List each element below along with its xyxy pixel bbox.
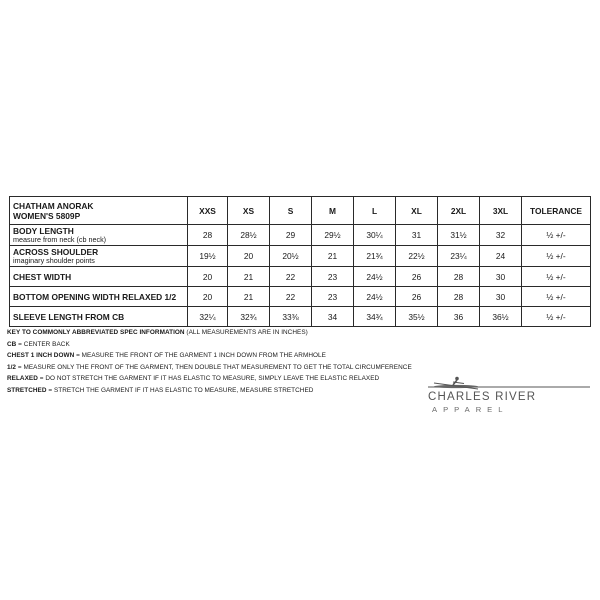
key-definition: = STRETCH THE GARMENT IF IT HAS ELASTIC TO MEASURE, MEASURE STRETCHED (46, 386, 314, 394)
table-cell: 22 (270, 267, 312, 287)
table-cell: 28½ (228, 225, 270, 246)
table-row (10, 307, 591, 327)
table-cell: 32¾ (228, 307, 270, 327)
table-cell: 24 (480, 246, 522, 267)
tolerance-header: TOLERANCE (522, 197, 591, 225)
table-cell: 28 (438, 267, 480, 287)
table-cell: 20 (228, 246, 270, 267)
size-header: XXS (188, 197, 228, 225)
size-header: XL (396, 197, 438, 225)
table-cell: 26 (396, 287, 438, 307)
measurement-name: CHEST WIDTH (10, 267, 188, 287)
table-cell: 35½ (396, 307, 438, 327)
measurement-name: BODY LENGTH (13, 226, 74, 236)
table-cell: 31 (396, 225, 438, 246)
table-cell: 21¾ (354, 246, 396, 267)
table-cell: 33⅜ (270, 307, 312, 327)
table-cell: 22½ (396, 246, 438, 267)
measurement-note: imaginary shoulder points (13, 256, 95, 265)
key-heading-note: (ALL MEASUREMENTS ARE IN INCHES) (184, 329, 308, 336)
key-term: 1/2 (7, 363, 17, 371)
table-header-row (10, 197, 591, 225)
key-item (7, 339, 427, 351)
table-cell: 34 (312, 307, 354, 327)
measurement-note: measure from neck (cb neck) (13, 235, 107, 244)
table-cell: 19½ (188, 246, 228, 267)
row-label (10, 225, 188, 246)
table-cell: 36½ (480, 307, 522, 327)
table-cell: 22 (270, 287, 312, 307)
measurement-name: ACROSS SHOULDER (13, 247, 99, 257)
table-cell: 23 (312, 287, 354, 307)
product-name: CHATHAM ANORAK (13, 200, 94, 211)
measurement-name: SLEEVE LENGTH FROM CB (10, 307, 188, 327)
key-term: CB (7, 340, 17, 348)
table-cell: 28 (438, 287, 480, 307)
size-header: M (312, 197, 354, 225)
size-header: L (354, 197, 396, 225)
key-term: RELAXED (7, 375, 38, 383)
table-cell: 30¼ (354, 225, 396, 246)
tolerance-cell: ½ +/- (522, 307, 591, 327)
table-cell: 32 (480, 225, 522, 246)
table-cell: 30 (480, 267, 522, 287)
table-cell: 36 (438, 307, 480, 327)
table-cell: 21 (312, 246, 354, 267)
key-definition: = MEASURE ONLY THE FRONT OF THE GARMENT, THEN DOUBLE THAT MEASUREMENT TO GET THE TOTAL CIRCUMFERENCE (16, 363, 412, 371)
table-cell: 21 (228, 267, 270, 287)
table-cell: 24½ (354, 267, 396, 287)
size-spec-table (9, 196, 591, 327)
tolerance-cell: ½ +/- (522, 246, 591, 267)
table-row (10, 267, 591, 287)
table-cell: 21 (228, 287, 270, 307)
key-definition: = DO NOT STRETCH THE GARMENT IF IT HAS ELASTIC TO MEASURE, SIMPLY LEAVE THE ELASTIC RELAXED (37, 375, 380, 383)
key-definition: = CENTER BACK (16, 340, 70, 348)
key-term: CHEST 1 INCH DOWN (7, 352, 75, 360)
product-style: WOMEN'S 5809P (13, 210, 81, 221)
table-cell: 23¼ (438, 246, 480, 267)
key-item (7, 350, 427, 362)
key-definition: = MEASURE THE FRONT OF THE GARMENT 1 INCH DOWN FROM THE ARMHOLE (74, 352, 326, 360)
size-header: S (270, 197, 312, 225)
table-cell: 20½ (270, 246, 312, 267)
table-cell: 32¼ (188, 307, 228, 327)
key-item (7, 385, 427, 397)
size-header: XS (228, 197, 270, 225)
abbreviation-key (7, 327, 427, 397)
table-row (10, 225, 591, 246)
key-heading-line (7, 327, 427, 339)
measurement-name: BOTTOM OPENING WIDTH RELAXED 1/2 (10, 287, 188, 307)
tolerance-cell: ½ +/- (522, 225, 591, 246)
table-row (10, 246, 591, 267)
size-header: 2XL (438, 197, 480, 225)
product-title (10, 197, 188, 225)
key-item (7, 373, 427, 385)
brand-logo (420, 374, 600, 432)
table-cell: 20 (188, 267, 228, 287)
table-cell: 29 (270, 225, 312, 246)
table-cell: 31½ (438, 225, 480, 246)
table-row (10, 287, 591, 307)
table-cell: 29½ (312, 225, 354, 246)
table-cell: 24½ (354, 287, 396, 307)
key-item (7, 362, 427, 374)
key-heading: KEY TO COMMONLY ABBREVIATED SPEC INFORMATION (7, 329, 185, 336)
table-cell: 26 (396, 267, 438, 287)
tolerance-cell: ½ +/- (522, 287, 591, 307)
table-cell: 28 (188, 225, 228, 246)
table-cell: 23 (312, 267, 354, 287)
key-term: STRETCHED (7, 386, 47, 394)
logo-name: CHARLES RIVER (428, 391, 537, 403)
table-cell: 34¾ (354, 307, 396, 327)
tolerance-cell: ½ +/- (522, 267, 591, 287)
table-cell: 20 (188, 287, 228, 307)
size-header: 3XL (480, 197, 522, 225)
logo-subname: APPAREL (432, 405, 509, 414)
row-label (10, 246, 188, 267)
table-cell: 30 (480, 287, 522, 307)
